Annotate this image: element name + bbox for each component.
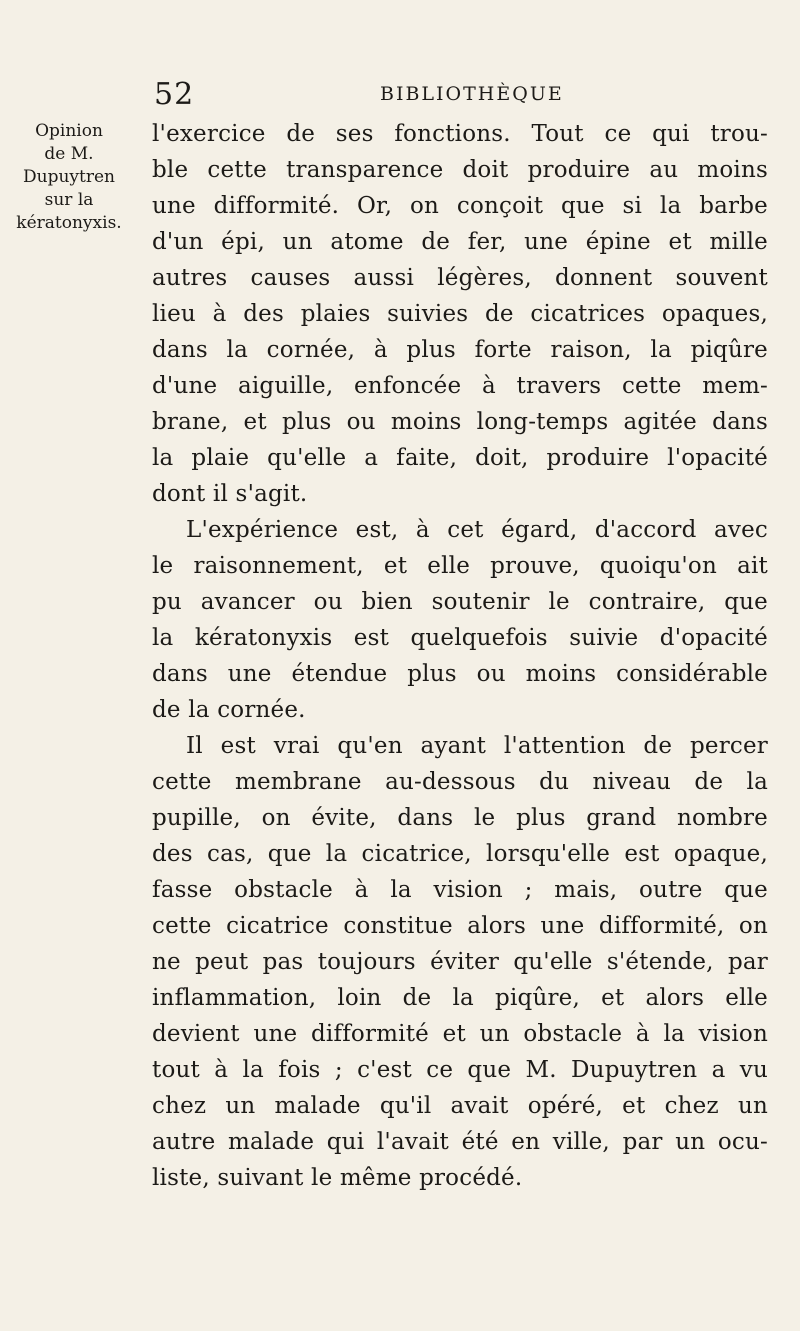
text-line: dans la cornée, à plus forte raison, la piqûre xyxy=(152,337,768,363)
text-line: cette membrane au-dessous du niveau de la xyxy=(152,769,768,795)
text-line: inflammation, loin de la piqûre, et alors elle xyxy=(152,985,768,1011)
text-line: le raisonnement, et elle prouve, quoiqu'on ait xyxy=(152,553,768,579)
margin-note-line: kératonyxis. xyxy=(16,213,122,233)
text-line: cette cicatrice constitue alors une difformité, on xyxy=(152,913,768,939)
text-line: d'une aiguille, enfoncée à travers cette mem- xyxy=(152,373,768,399)
text-line: d'un épi, un atome de fer, une épine et mille xyxy=(152,229,768,255)
text-line: ne peut pas toujours éviter qu'elle s'étende, par xyxy=(152,949,768,975)
paragraph-start-line: Il est vrai qu'en ayant l'attention de percer xyxy=(186,733,768,759)
text-line: chez un malade qu'il avait opéré, et chez un xyxy=(152,1093,768,1119)
text-line: une difformité. Or, on conçoit que si la barbe xyxy=(152,193,768,219)
page-header xyxy=(154,77,734,117)
text-line: la kératonyxis est quelquefois suivie d'opacité xyxy=(152,625,768,651)
text-line: tout à la fois ; c'est ce que M. Dupuytren a vu xyxy=(152,1057,768,1083)
text-line: pu avancer ou bien soutenir le contraire, que xyxy=(152,589,768,615)
text-line: dont il s'agit. xyxy=(152,481,308,507)
text-line: ble cette transparence doit produire au moins xyxy=(152,157,768,183)
margin-note-line: Dupuytren xyxy=(23,167,115,187)
text-line: l'exercice de ses fonctions. Tout ce qui trou- xyxy=(152,121,768,147)
margin-note-line: sur la xyxy=(44,190,94,210)
text-line: de la cornée. xyxy=(152,697,306,723)
text-line: autre malade qui l'avait été en ville, par un ocu- xyxy=(152,1129,768,1155)
body-text xyxy=(152,116,768,1196)
margin-note-line: de M. xyxy=(44,144,94,164)
margin-note xyxy=(10,120,128,235)
running-title: BIBLIOTHÈQUE xyxy=(380,83,564,105)
paragraph-start-line: L'expérience est, à cet égard, d'accord avec xyxy=(186,517,768,543)
text-line: liste, suivant le même procédé. xyxy=(152,1165,523,1191)
page-number: 52 xyxy=(154,77,195,112)
text-line: dans une étendue plus ou moins considérable xyxy=(152,661,768,687)
text-line: devient une difformité et un obstacle à la vision xyxy=(152,1021,768,1047)
text-line: la plaie qu'elle a faite, doit, produire l'opacité xyxy=(152,445,768,471)
text-line: fasse obstacle à la vision ; mais, outre que xyxy=(152,877,768,903)
margin-note-line: Opinion xyxy=(35,121,103,141)
text-line: des cas, que la cicatrice, lorsqu'elle est opaque, xyxy=(152,841,768,867)
text-line: brane, et plus ou moins long-temps agitée dans xyxy=(152,409,768,435)
text-line: pupille, on évite, dans le plus grand nombre xyxy=(152,805,768,831)
text-line: autres causes aussi légères, donnent souvent xyxy=(152,265,768,291)
text-line: lieu à des plaies suivies de cicatrices opaques, xyxy=(152,301,768,327)
